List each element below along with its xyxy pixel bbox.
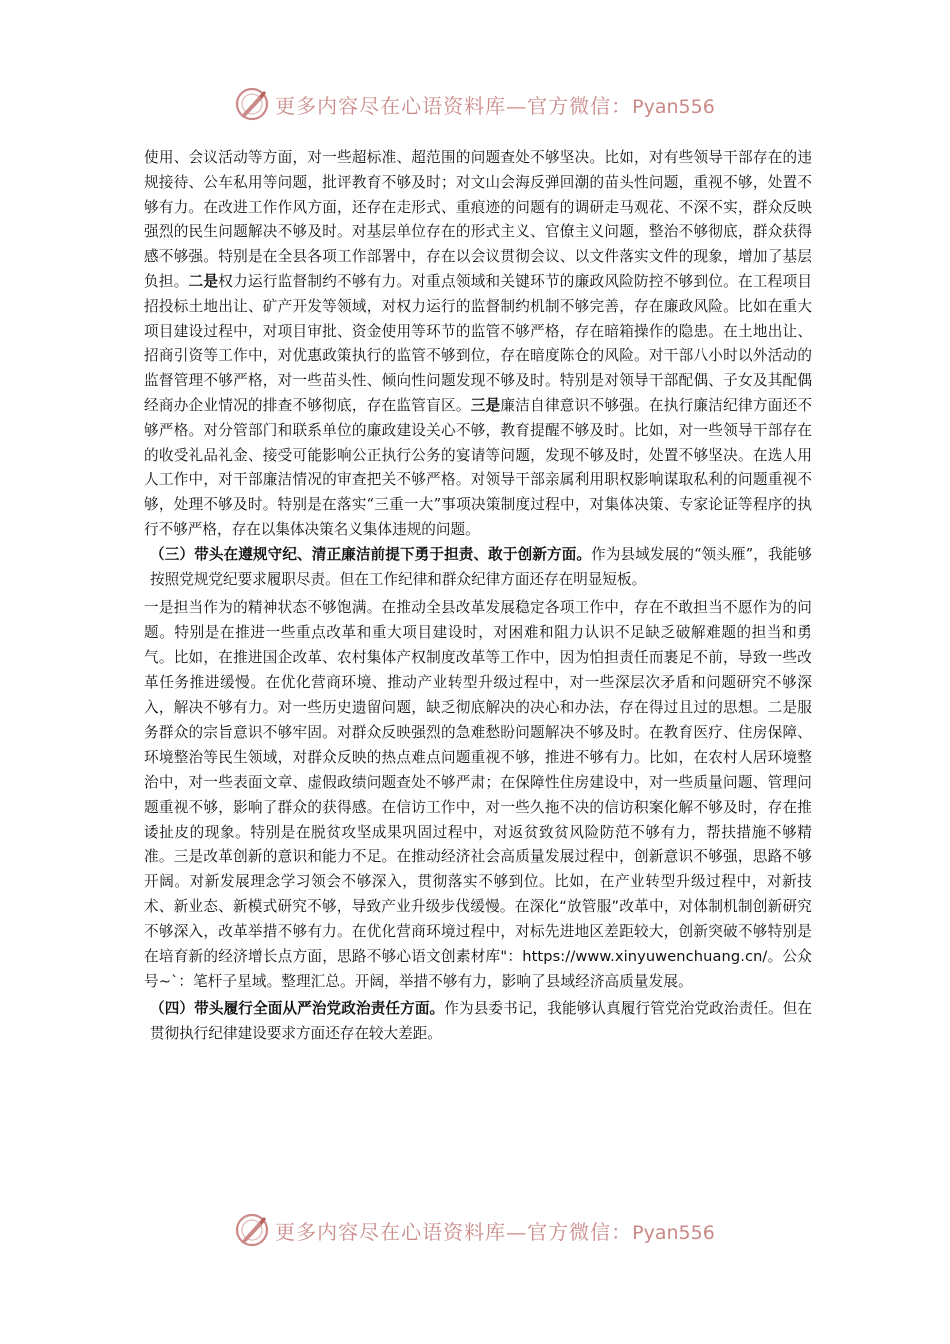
brand-logo-icon	[235, 87, 269, 121]
header-contact-label: 官方微信：	[527, 93, 633, 118]
p1-mark-three: 三是	[470, 396, 501, 414]
p1-part3: 廉洁自律意识不够强。在执行廉洁纪律方面还不够严格。对分管部门和联系单位的廉政建设关心不够，教育提醒不够及时。比如，对一些领导干部存在的收受礼品礼金、接受可能影响公正执行公务的宴请等问题，发现不够及时，处置不够坚决。在选人用人工作中，对干部廉洁情况的审查把关不够严格。对领导干部亲属利用职权影响谋取私利的问题重视不够，处理不够及时。特别是在落实“三重一大”事项决策制度过程中，对集体决策、专家论证等程序的执行不够严格，存在以集体决策名义集体违规的问题。	[144, 396, 812, 538]
header-banner-text	[275, 90, 715, 119]
footer-banner-text	[275, 1216, 715, 1245]
header-banner	[0, 84, 950, 124]
brand-logo-icon	[235, 1213, 269, 1247]
p1-part2: 权力运行监督制约不够有力。对重点领域和关键环节的廉政风险防控不够到位。在工程项目招投标土地出让、矿产开发等领域，对权力运行的监督制约机制不够完善，存在廉政风险。比如在重大项目建设过程中，对项目审批、资金使用等环节的监管不够严格，存在暗箱操作的隐患。在土地出让、招商引资等工作中，对优惠政策执行的监管不够到位，存在暗度陈仓的风险。对干部八小时以外活动的监督管理不够严格，对一些苗头性、倾向性问题发现不够及时。特别是对领导干部配偶、子女及其配偶经商办企业情况的排查不够彻底，存在监管盲区。	[144, 272, 812, 414]
section-three-heading: （三）带头在遵规守纪、清正廉洁前提下勇于担责、敢于创新方面。	[150, 545, 592, 563]
footer-contact-id: Pyan556	[632, 1221, 715, 1244]
section-three-detail: 一是担当作为的精神状态不够饱满。在推动全县改革发展稳定各项工作中，存在不敢担当不愿作为的问题。特别是在推进一些重点改革和重大项目建设时，对困难和阻力认识不足缺乏破解难题的担当和勇气。比如，在推进国企改革、农村集体产权制度改革等工作中，因为怕担责任而裹足不前，导致一些改革任务推进缓慢。在优化营商环境、推动产业转型升级过程中，对一些深层次矛盾和问题研究不够深入，解决不够有力。对一些历史遗留问题，缺乏彻底解决的决心和办法，存在得过且过的思想。二是服务群众的宗旨意识不够牢固。对群众反映强烈的急难愁盼问题解决不够及时。在教育医疗、住房保障、环境整治等民生领域，对群众反映的热点难点问题重视不够，推进不够有力。比如，在农村人居环境整治中，对一些表面文章、虚假政绩问题查处不够严肃；在保障性住房建设中，对一些质量问题、管理问题重视不够，影响了群众的获得感。在信访工作中，对一些久拖不决的信访积案化解不够及时，存在推诿扯皮的现象。特别是在脱贫攻坚成果巩固过程中，对返贫致贫风险防范不够有力，帮扶措施不够精准。三是改革创新的意识和能力不足。在推动经济社会高质量发展过程中，创新意识不够强，思路不够开阔。对新发展理念学习领会不够深入，贯彻落实不够到位。比如，在产业转型升级过程中，对新技术、新业态、新模式研究不够，导致产业升级步伐缓慢。在深化“放管服”改革中，对体制机制创新研究不够深入，改革举措不够有力。在优化营商环境过程中，对标先进地区差距较大，创新突破不够特别是在培育新的经济增长点方面，思路不够心语文创素材库"：https://www.xinyuwenchuang.cn/。公众号~`：笔杆子星域。整理汇总。开阔，举措不够有力，影响了县域经济高质量发展。	[144, 599, 812, 990]
paragraph-continuation	[144, 146, 812, 543]
header-contact-id: Pyan556	[632, 95, 715, 118]
section-three	[144, 543, 812, 593]
section-four-text: 作为县委书记，我能够认真履行管党治党政治责任。但在贯彻执行纪律建设要求方面还存在较大差距。	[150, 999, 812, 1042]
footer-brand: 更多内容尽在心语资料库	[275, 1219, 507, 1244]
document-body	[144, 146, 812, 1046]
p1-mark-two: 二是	[188, 272, 219, 290]
section-three-text: 作为县域发展的“领头雁”，我能够按照党规党纪要求履职尽责。但在工作纪律和群众纪律方面还存在明显短板。	[150, 545, 812, 588]
section-four	[144, 997, 812, 1047]
footer-banner	[0, 1210, 950, 1250]
section-four-heading: （四）带头履行全面从严治党政治责任方面。	[150, 999, 445, 1017]
p1-part1: 使用、会议活动等方面，对一些超标准、超范围的问题查处不够坚决。比如，对有些领导干部存在的违规接待、公车私用等问题，批评教育不够及时；对文山会海反弹回潮的苗头性问题，重视不够，处置不够有力。在改进工作作风方面，还存在走形式、重痕迹的问题有的调研走马观花、不深不实，群众反映强烈的民生问题解决不够及时。对基层单位存在的形式主义、官僚主义问题，整治不够彻底，群众获得感不够强。特别是在全县各项工作部署中，存在以会议贯彻会议、以文件落实文件的现象，增加了基层负担。	[144, 149, 812, 290]
footer-contact-label: 官方微信：	[527, 1219, 633, 1244]
header-brand: 更多内容尽在心语资料库	[275, 93, 507, 118]
footer-separator: —	[506, 1219, 528, 1244]
header-separator: —	[506, 93, 528, 118]
